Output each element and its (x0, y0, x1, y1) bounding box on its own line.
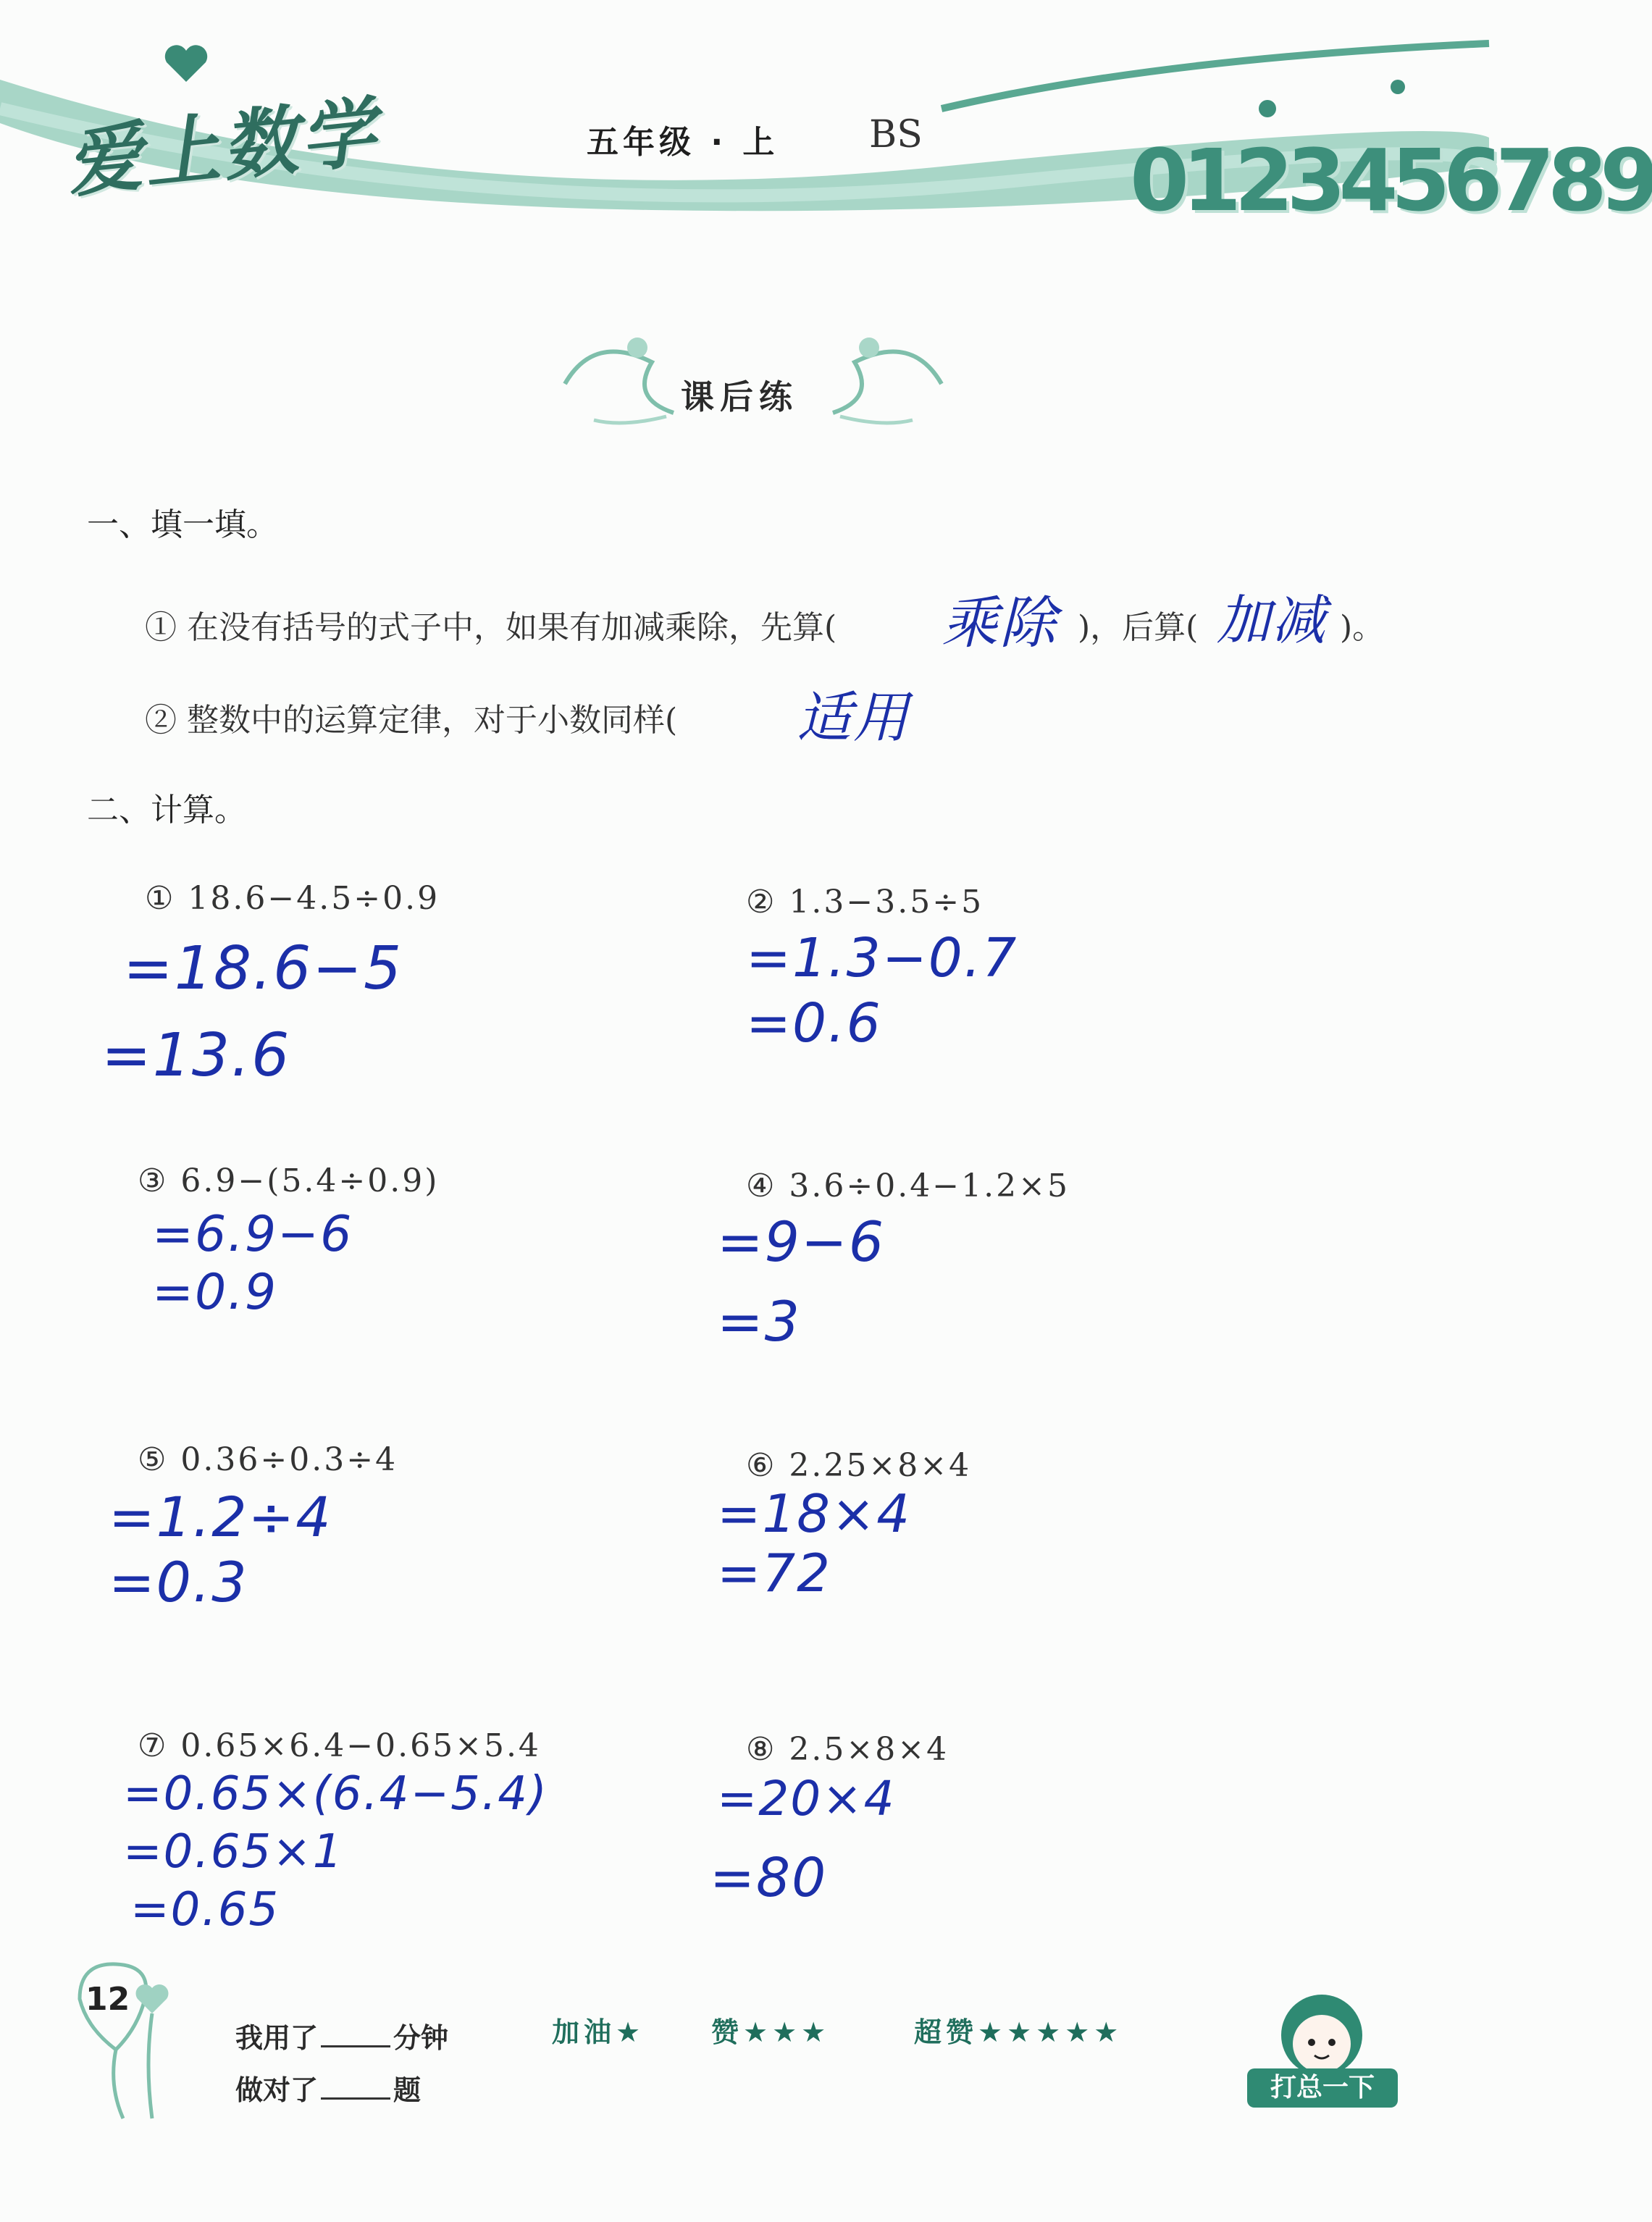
correct-blank[interactable] (321, 2076, 390, 2100)
problem-7-step-1[interactable]: =0.65×(6.4−5.4) (123, 1767, 548, 1821)
rating-good[interactable]: 赞★★★ (711, 2016, 831, 2048)
problem-4-label: ④ 3.6÷0.4−1.2×5 (746, 1167, 1070, 1204)
edition-label: BS (869, 113, 923, 156)
problem-3-step-2[interactable]: =0.9 (152, 1264, 278, 1321)
problem-5-step-1[interactable]: =1.2÷4 (109, 1485, 332, 1549)
grade-label: 五年级 · 上 (587, 124, 779, 161)
time-prefix: 我用了 (235, 2022, 319, 2054)
problem-2-label: ② 1.3−3.5÷5 (746, 884, 984, 921)
problem-6-label: ⑥ 2.25×8×4 (746, 1447, 972, 1484)
problem-6-step-2[interactable]: =72 (717, 1543, 831, 1603)
time-blank[interactable] (321, 2024, 390, 2047)
problem-6-step-1[interactable]: =18×4 (717, 1483, 912, 1544)
time-spent (235, 2016, 448, 2055)
page-number: 12 (85, 1981, 130, 2018)
q1-middle: )，后算( (1078, 609, 1199, 646)
q2-prefix: ② 整数中的运算定律，对于小数同样( (145, 702, 678, 739)
section-title: 课后练 (681, 377, 798, 416)
q1-suffix: )。 (1340, 609, 1385, 646)
problem-7-step-3[interactable]: =0.65 (130, 1883, 280, 1937)
problem-7-label: ⑦ 0.65×6.4−0.65×5.4 (138, 1727, 541, 1764)
problem-4-step-2[interactable]: =3 (717, 1289, 802, 1354)
problem-8-step-2[interactable]: =80 (710, 1847, 828, 1909)
q1-answer1[interactable]: 乘除 (942, 591, 1058, 656)
problem-2-step-2[interactable]: =0.6 (746, 992, 882, 1055)
problem-1-label: ① 18.6−4.5÷0.9 (145, 880, 440, 917)
problem-4-step-1[interactable]: =9−6 (717, 1209, 886, 1274)
q1-prefix: ① 在没有括号的式子中，如果有加减乘除，先算( (145, 609, 837, 646)
problem-8-label: ⑧ 2.5×8×4 (746, 1731, 949, 1768)
correct-suffix: 题 (393, 2074, 422, 2106)
problem-2-step-1[interactable]: =1.3−0.7 (746, 927, 1018, 989)
correct-count (235, 2068, 421, 2108)
rating-encourage[interactable]: 加油★ (552, 2016, 645, 2048)
q2-answer[interactable]: 适用 (797, 685, 910, 750)
q1-answer2[interactable]: 加减 (1217, 590, 1327, 652)
problem-3-label: ③ 6.9−(5.4÷0.9) (138, 1162, 440, 1199)
correct-prefix: 做对了 (235, 2074, 319, 2106)
rating-great[interactable]: 超赞★★★★★ (914, 2016, 1123, 2048)
time-suffix: 分钟 (393, 2022, 449, 2054)
problem-1-step-1[interactable]: =18.6−5 (123, 934, 403, 1003)
problem-7-step-2[interactable]: =0.65×1 (123, 1825, 344, 1879)
problem-5-label: ⑤ 0.36÷0.3÷4 (138, 1441, 398, 1478)
problem-3-step-1[interactable]: =6.9−6 (152, 1206, 353, 1263)
part2-heading: 二、计算。 (87, 792, 246, 829)
problem-5-step-2[interactable]: =0.3 (109, 1550, 248, 1614)
part1-heading: 一、填一填。 (87, 506, 278, 543)
heart-icon (161, 42, 211, 85)
problem-8-step-1[interactable]: =20×4 (717, 1771, 896, 1827)
problem-1-step-2[interactable]: =13.6 (101, 1021, 291, 1090)
digits-decoration: 0123456789 (1130, 130, 1652, 230)
badge-label: 打总一下 (1247, 2068, 1398, 2108)
logo-text: 爱上数学 (62, 86, 383, 209)
